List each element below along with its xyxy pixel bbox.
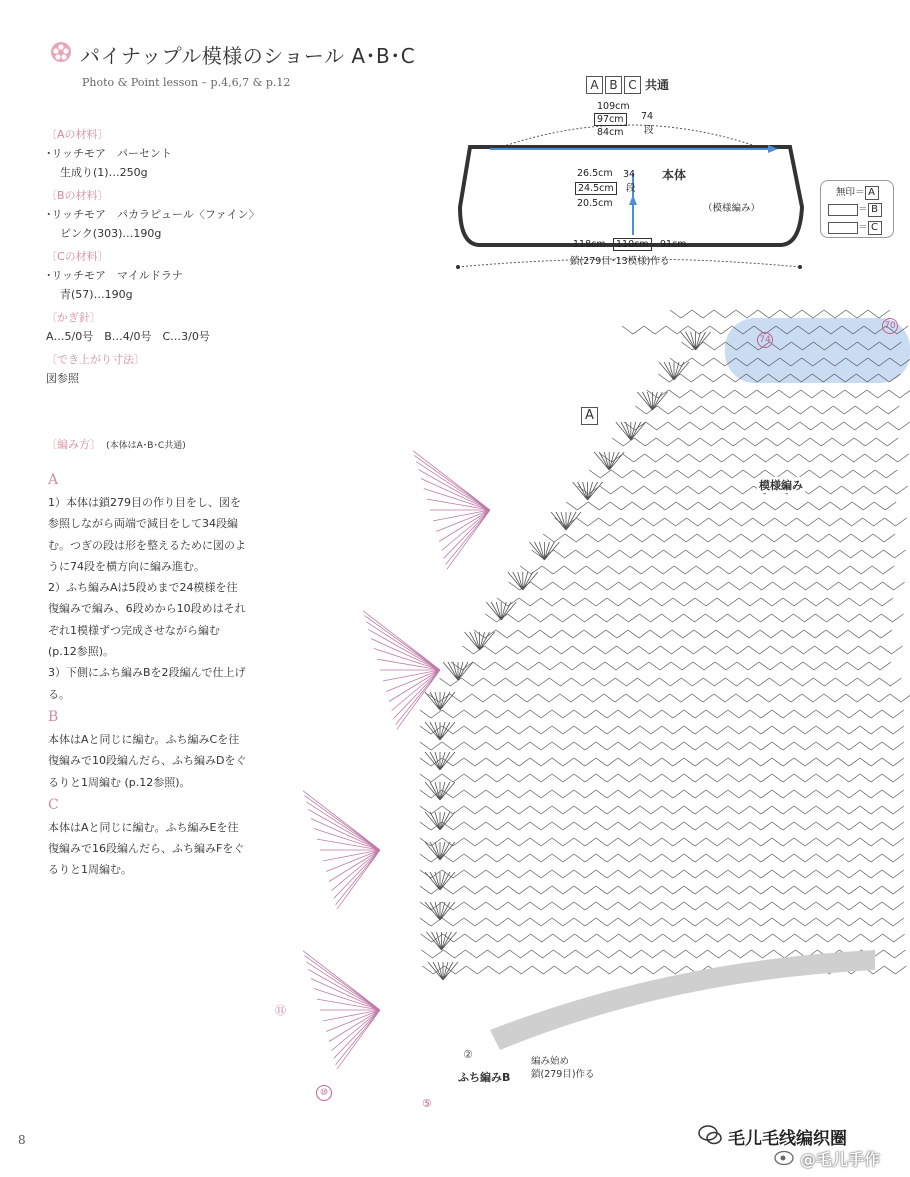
mid-rows-unit: 段: [626, 183, 636, 194]
material-c-amount: 青(57)…190g: [60, 288, 133, 301]
watermark-handle: @毛儿手作: [800, 1150, 881, 1169]
weibo-icon: [774, 1146, 796, 1166]
chart-chain-mesh: [420, 310, 910, 974]
legend-row-b: [828, 201, 884, 217]
page-title: パイナップル模様のショール A･B･C: [80, 44, 416, 68]
bottom-width-3: 91cm: [660, 239, 687, 250]
howto-heading: 〔編み方〕: [46, 438, 101, 451]
schematic-label-c: C: [624, 76, 641, 94]
flower-icon: [50, 41, 72, 63]
howto-b-text: 本体はAと同じに編む。ふち編みCを往復編みで10段編んだら、ふち編みDをぐるりと1周編む (p.12参照)。: [48, 732, 247, 789]
chart-edge-lines: [303, 451, 490, 1069]
foundation-band: [490, 950, 875, 1050]
row-10-marker: ⑩: [316, 1085, 332, 1101]
howto-b-label: B: [48, 708, 59, 725]
row-70-marker: 70: [882, 318, 898, 334]
row-2-marker: ②: [463, 1048, 473, 1061]
mid-rows: 34: [623, 169, 636, 180]
schematic-body-shape: [460, 147, 802, 245]
chart-pattern-label: 模様編み: [759, 479, 803, 492]
material-b-amount: ピンク(303)…190g: [60, 227, 162, 240]
chart-label-a: A: [581, 407, 598, 425]
howto-a-step1: 1）本体は鎖279目の作り目をし、図を参照しながら両端で減目をして34段編む。つぎの段は形を整えるために図のように74段を横方向に編み進む。: [48, 496, 246, 573]
schematic-label-row: [586, 76, 669, 94]
edge-b-label: ふち編みB: [458, 1071, 511, 1084]
material-a-yarn: ･リッチモア パーセント: [46, 147, 172, 160]
legend-eq-c: ＝: [858, 222, 868, 233]
size-heading: 〔でき上がり寸法〕: [46, 353, 145, 366]
howto-a-step3: 3）下側にふち編みBを2段編んで仕上げる。: [48, 666, 246, 701]
top-width-1: 109cm: [597, 101, 630, 112]
row-11-marker: ⑪: [275, 1004, 286, 1017]
height-3: 20.5cm: [577, 198, 613, 209]
height-2: 24.5cm: [575, 182, 617, 195]
top-rows: 74: [641, 111, 654, 122]
size-note: 図参照: [46, 372, 79, 385]
row-74-marker: 74: [757, 332, 773, 348]
pattern-label: （模様編み）: [703, 203, 761, 214]
legend-b-swatch: [828, 204, 858, 216]
height-1: 26.5cm: [577, 168, 613, 179]
schematic-label-b: B: [605, 76, 622, 94]
chain-note: 鎖(279目･13模様)作る: [570, 256, 670, 267]
howto-c-text: 本体はAと同じに編む。ふち編みEを往復編みで16段編んだら、ふち編みFをぐるりと1周編む。: [48, 820, 245, 877]
hook-heading: 〔かぎ針〕: [46, 311, 101, 324]
top-rows-unit: 段: [644, 125, 654, 136]
hook-sizes: A…5/0号 B…4/0号 C…3/0号: [46, 330, 210, 343]
legend-none: 無印＝: [836, 187, 865, 198]
howto-a-label: A: [48, 472, 59, 488]
schematic-label-a: A: [586, 76, 603, 94]
top-width-3: 84cm: [597, 127, 624, 138]
body-label: 本体: [662, 168, 687, 182]
howto-c-label: C: [48, 796, 59, 813]
material-c-heading: 〔Cの材料〕: [46, 250, 109, 263]
chart-start-note: 鎖(279目)作る: [531, 1069, 595, 1080]
wechat-icon: [698, 1124, 722, 1146]
howto-a-step2: 2）ふち編みAは5段めまで24模様を往復編みで編み、6段めから10段めはそれぞれ1模様ずつ完成させながら編む (p.12参照)。: [48, 581, 246, 659]
legend-a: A: [865, 186, 879, 200]
top-width-2: 97cm: [594, 113, 627, 126]
edging-scallop: [303, 951, 380, 1069]
howto-heading-note: (本体はA･B･C共通): [106, 441, 186, 451]
legend-row-c: [828, 219, 884, 235]
row-5-marker: ⑤: [422, 1097, 432, 1110]
edging-scallop: [303, 791, 380, 909]
page-subtitle: Photo & Point lesson – p.4,6,7 & p.12: [82, 76, 291, 89]
bottom-width-1: 118cm: [573, 239, 606, 250]
chart-pattern-lines: [420, 310, 910, 980]
edging-scallop: [363, 611, 440, 729]
watermark-title: 毛儿毛线编织圈: [728, 1129, 847, 1149]
legend-b: B: [868, 203, 882, 217]
material-c-yarn: ･リッチモア マイルドラナ: [46, 269, 183, 282]
edging-scallop: [413, 451, 490, 569]
material-a-heading: 〔Aの材料〕: [46, 128, 109, 141]
material-b-yarn: ･リッチモア パカラピュール〈ファイン〉: [46, 208, 260, 221]
crochet-chart: [250, 290, 910, 1100]
material-b-heading: 〔Bの材料〕: [46, 189, 109, 202]
howto-heading-row: [46, 433, 186, 452]
bottom-width-2: 110cm: [613, 238, 652, 251]
chart-fan-stitches: [425, 332, 711, 980]
schematic-common: 共通: [645, 78, 670, 92]
legend-c-swatch: [828, 222, 858, 234]
howto-body: [48, 468, 248, 881]
page-number: 8: [18, 1133, 26, 1147]
legend-c: C: [868, 221, 882, 235]
legend-row-a: [836, 184, 881, 200]
material-a-amount: 生成り(1)…250g: [60, 166, 148, 179]
chart-start-label: 編み始め: [531, 1056, 570, 1067]
legend-eq-b: ＝: [858, 204, 868, 215]
